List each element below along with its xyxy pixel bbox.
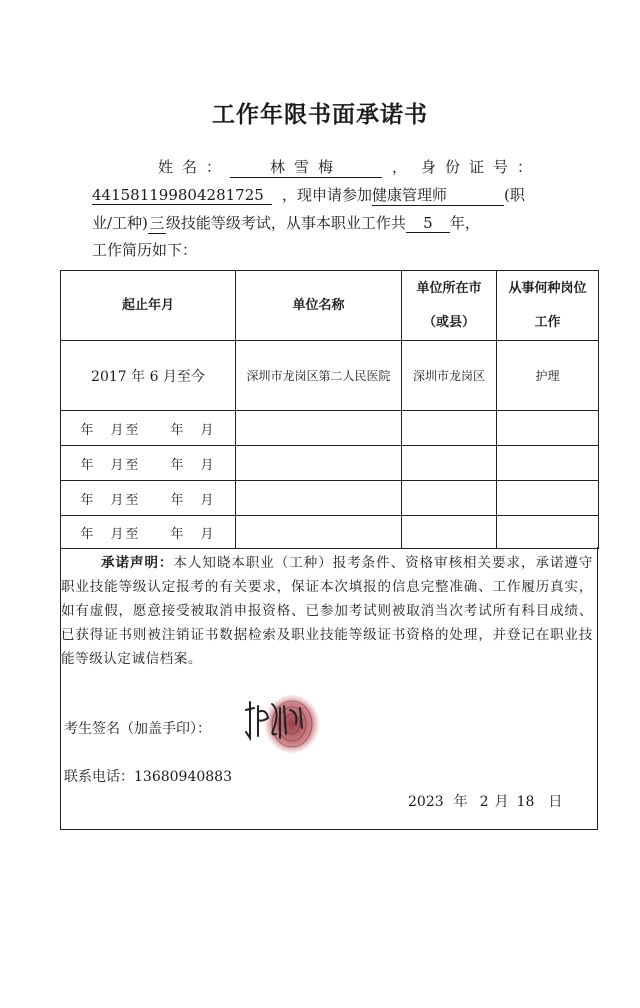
row-city: 深圳市龙岗区 <box>402 341 497 411</box>
table-row <box>61 411 599 446</box>
row-period: 年 月至 年 月 <box>61 446 236 481</box>
work-history-table <box>60 270 599 549</box>
header-job: 从事何种岗位工作 <box>497 271 599 341</box>
row-job: 护理 <box>497 341 599 411</box>
signature-with-fingerprint <box>240 688 330 762</box>
row-period: 年 月至 年 月 <box>61 481 236 516</box>
apply-text: ，现申请参加 <box>282 186 373 204</box>
fingerprint-signature-image <box>240 688 330 758</box>
level-value: 三 <box>149 214 165 232</box>
id-label: 身份证号： <box>421 158 542 176</box>
name-label: 姓名： <box>158 158 231 176</box>
row-unit <box>236 481 402 516</box>
declaration-text <box>61 551 593 671</box>
row-unit <box>236 516 402 549</box>
row-period: 年 月至 年 月 <box>61 411 236 446</box>
date-year: 2023 <box>408 794 444 810</box>
table-row <box>61 341 599 411</box>
row-period: 年 月至 年 月 <box>61 516 236 549</box>
row-job <box>497 516 599 549</box>
header-unit: 单位名称 <box>236 271 402 341</box>
name-value: 林雪梅 <box>230 156 382 178</box>
intro-line-3: 业/工种)三 级技能等级考试，从事本职业工作共 5 年， <box>92 214 480 232</box>
row-city <box>402 446 497 481</box>
date-line: 2023 年 2 月 18 日 <box>408 794 563 810</box>
table-row <box>61 446 599 481</box>
row-unit <box>236 446 402 481</box>
row-job <box>497 481 599 516</box>
table-row <box>61 516 599 549</box>
row-period: 2017 年 6 月至今 <box>61 341 236 411</box>
table-header-row <box>61 271 599 341</box>
row-city <box>402 481 497 516</box>
occupation-value: 健康管理师 <box>372 184 504 206</box>
intro-line-1: 姓名： 林雪梅 ， 身份证号： <box>158 158 542 176</box>
row-unit: 深圳市龙岗区第二人民医院 <box>236 341 402 411</box>
header-period: 起止年月 <box>61 271 236 341</box>
header-city: 单位所在市（或县） <box>402 271 497 341</box>
row-unit <box>236 411 402 446</box>
row-city <box>402 516 497 549</box>
intro-line-2 <box>92 184 525 206</box>
signature-label: 考生签名（加盖手印）： <box>64 721 211 737</box>
row-city <box>402 411 497 446</box>
date-day: 18 <box>516 794 535 810</box>
intro-line-4: 工作简历如下： <box>92 241 198 259</box>
date-month: 2 <box>479 794 489 810</box>
contact-label: 联系电话： <box>64 769 134 785</box>
years-value: 5 <box>406 214 450 233</box>
declaration-heading: 承诺声明： <box>101 555 174 571</box>
document-title: 工作年限书面承诺书 <box>212 102 428 128</box>
contact-phone: 13680940883 <box>134 769 232 785</box>
contact-line <box>64 766 232 786</box>
id-number: 441581199804281725 <box>92 186 272 205</box>
declaration-body: 本人知晓本职业（工种）报考条件、资格审核相关要求，承诺遵守职业技能等级认定报考的有关要求，保证本次填报的信息完整准确、工作履历真实，如有虚假，愿意接受被取消申报资格、已参加考试则被取消当次考试所有科目成绩、已获得证书则被注销证书数据检索及职业技能等级证书资格的处理，并登记在职业技能等级认定诚信档案。 <box>61 555 594 667</box>
row-job <box>497 411 599 446</box>
occupation-suffix: (职 <box>504 186 525 204</box>
table-row <box>61 481 599 516</box>
row-job <box>497 446 599 481</box>
